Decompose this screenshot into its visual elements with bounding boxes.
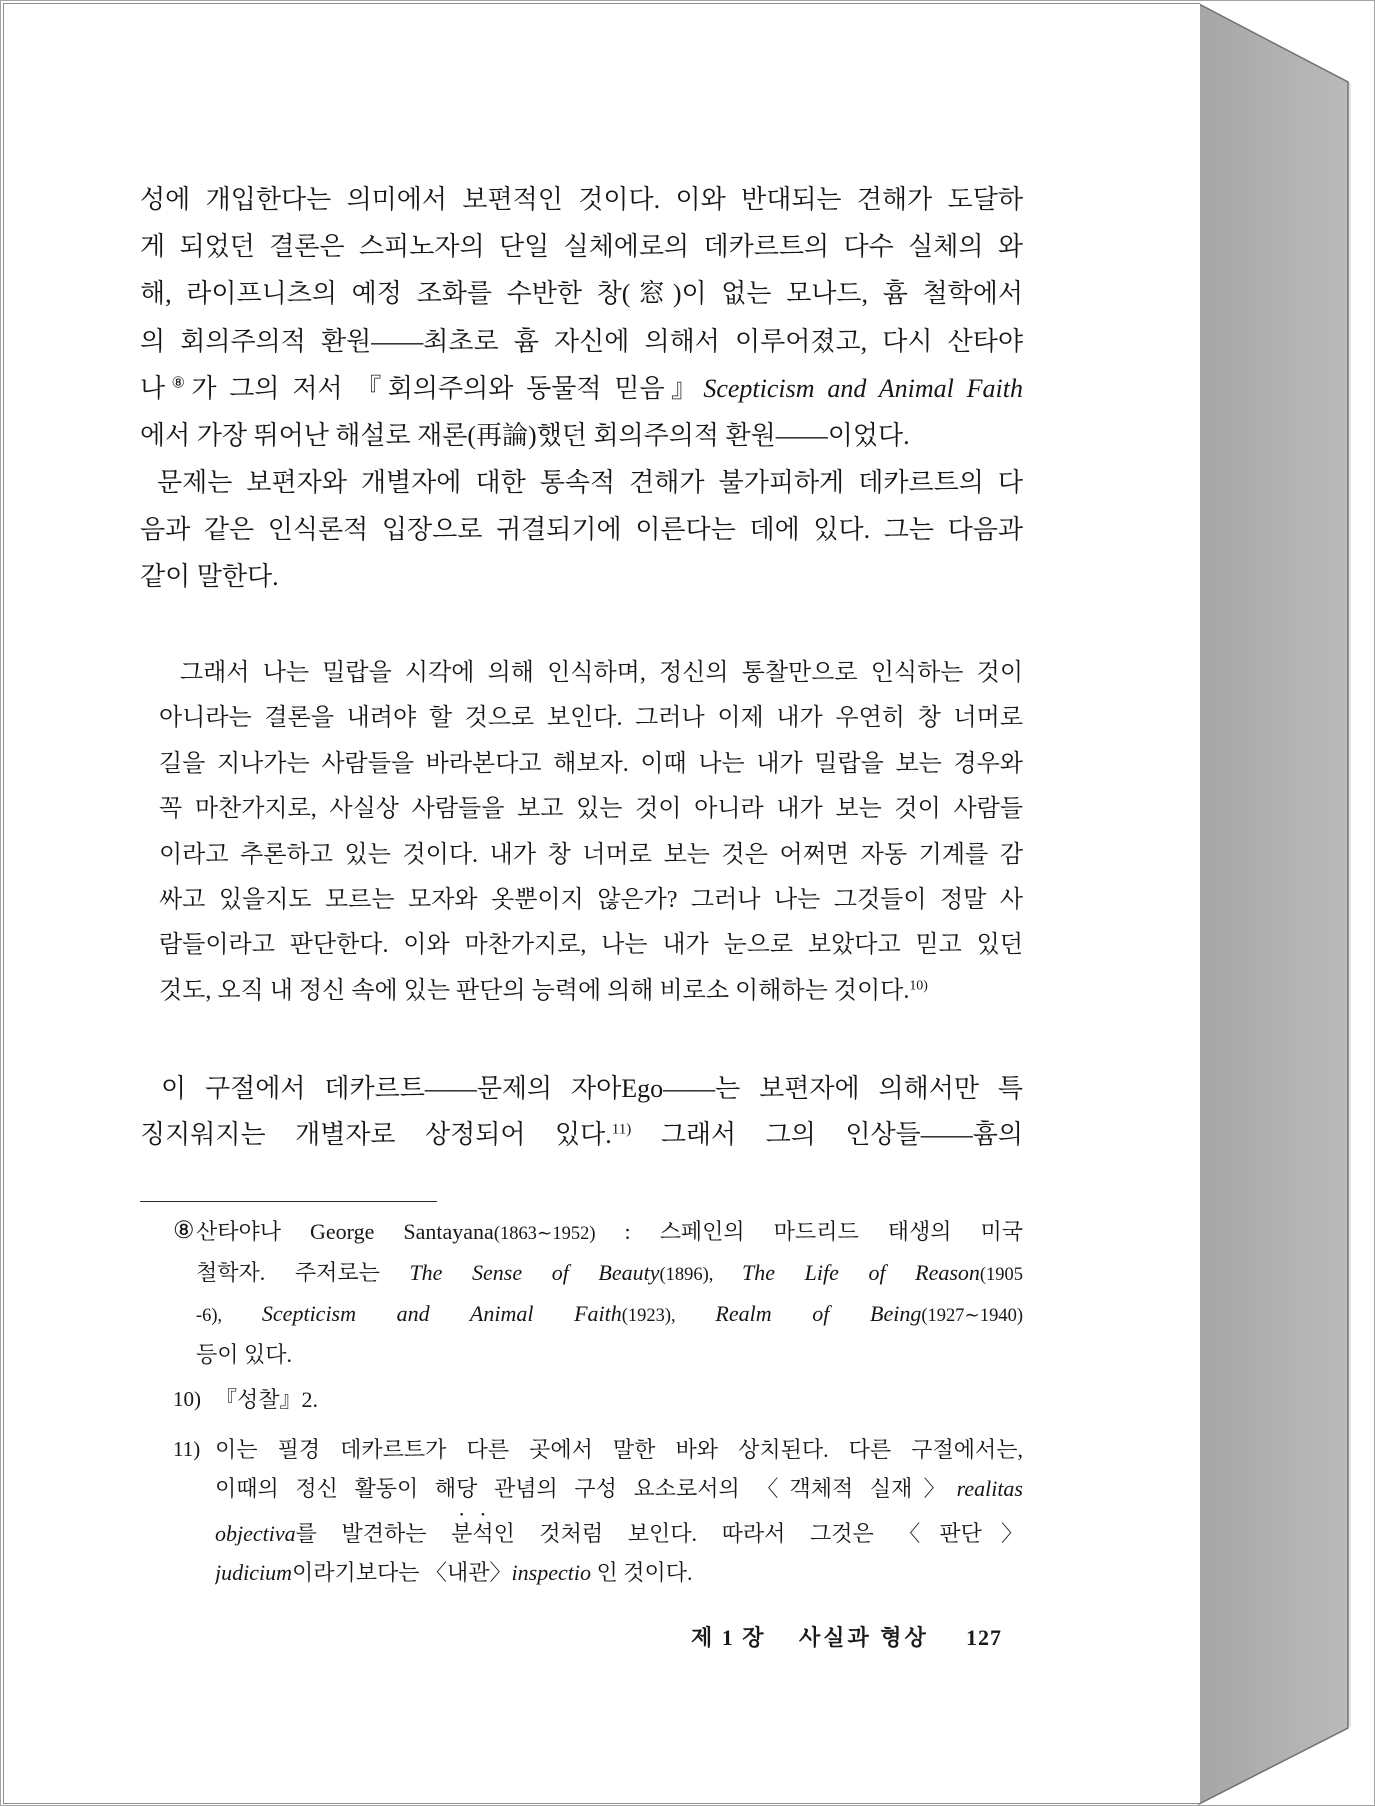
text-segment: 『성찰』2. [215, 1387, 319, 1412]
footnote-8 [196, 1212, 1023, 1374]
book-edge-face [1199, 4, 1348, 1804]
footnote-line [215, 1380, 1023, 1419]
footnote-separator [140, 1201, 437, 1202]
text-segment: 를 발견하는 [295, 1520, 452, 1546]
quote-line [159, 696, 1023, 741]
quote-line [159, 969, 1023, 1014]
text-segment: 등이 있다. [196, 1342, 293, 1368]
italic-latin-term: objectiva [215, 1520, 296, 1546]
year-range: -6), [196, 1305, 262, 1326]
text-line [140, 223, 1023, 270]
quote-line [159, 878, 1023, 923]
footnote-10 [215, 1380, 1023, 1419]
text-segment: : 스페인의 마드리드 태생의 미국 [595, 1219, 1023, 1244]
footnote-line [215, 1430, 1023, 1469]
book-page [3, 3, 1200, 1804]
text-segment: 인 것이다. [590, 1559, 693, 1585]
text-segment: 싸고 있을지도 모르는 모자와 옷뿐이지 않은가? 그러나 나는 그것들이 정말 사 [159, 887, 1023, 914]
block-quote [159, 651, 1023, 1014]
text-line [140, 412, 1023, 459]
text-segment: 꼭 마찬가지로, 사실상 사람들을 보고 있는 것이 아니라 내가 보는 것이 사람들 [159, 796, 1023, 823]
text-segment: 나 [140, 373, 166, 403]
text-segment: 이는 필경 데카르트가 다른 곳에서 말한 바와 상치된다. 다른 구절에서는, [215, 1437, 1023, 1462]
text-segment: 해, 라이프니츠의 예정 조화를 수반한 창(窓)이 없는 모나드, 흄 철학에서 [140, 279, 1023, 309]
italic-book-title: Scepticism and Animal Faith [703, 373, 1023, 403]
text-segment: 음과 같은 인식론적 입장으로 귀결되기에 이른다는 데에 있다. 그는 다음과 [140, 515, 1023, 545]
quote-line [159, 742, 1023, 787]
footnote-11 [215, 1430, 1023, 1592]
text-segment: 산타야나 George Santayana [196, 1219, 494, 1244]
text-line [140, 553, 1023, 600]
text-line [140, 1112, 1023, 1158]
footnote-ref-superscript: 11) [611, 1121, 632, 1138]
page-number: 127 [966, 1625, 1002, 1650]
text-segment: 인 것처럼 보인다. 따라서 그것은 〈판단〉 [493, 1520, 1023, 1546]
body-paragraph-2 [140, 459, 1023, 601]
text-line [140, 365, 1023, 412]
footnote-ref-superscript: ⑧ [165, 375, 192, 392]
text-segment: 의 회의주의적 환원——최초로 흄 자신에 의해서 이루어졌고, 다시 산타야 [140, 326, 1023, 356]
text-line [140, 1066, 1023, 1112]
footnote-marker: 10) [173, 1387, 201, 1411]
text-segment: 람들이라고 판단한다. 이와 마찬가지로, 나는 내가 눈으로 보았다고 믿고 있던 [159, 932, 1023, 959]
footnote-line [196, 1253, 1023, 1294]
text-segment: 철학자. 주저로는 [196, 1260, 410, 1286]
body-paragraph-3 [140, 1066, 1023, 1158]
text-segment: 성에 개입한다는 의미에서 보편적인 것이다. 이와 반대되는 견해가 도달하 [140, 185, 1023, 214]
text-segment: 가 그의 저서 『회의주의와 동물적 믿음』 [191, 373, 704, 403]
footnote-line [215, 1509, 1023, 1553]
year-range: (1905 [979, 1264, 1023, 1285]
text-line [140, 270, 1023, 317]
quote-line [159, 833, 1023, 878]
italic-latin-term: judicium [215, 1559, 292, 1585]
quote-line [159, 923, 1023, 968]
text-segment: 그래서 나는 밀랍을 시각에 의해 인식하며, 정신의 통찰만으로 인식하는 것이 [180, 660, 1023, 686]
text-segment: 게 되었던 결론은 스피노자의 단일 실체에로의 데카르트의 다수 실체의 와 [140, 232, 1023, 262]
text-segment: 이 구절에서 데카르트——문제의 자아Ego——는 보편자에 의해서만 특 [161, 1074, 1023, 1103]
text-segment: 길을 지나가는 사람들을 바라본다고 해보자. 이때 나는 내가 밀랍을 보는 경우와 [159, 750, 1023, 777]
year-range: (1863∼1952) [493, 1223, 596, 1243]
text-line [140, 318, 1023, 365]
text-segment: 문제는 보편자와 개별자에 대한 통속적 견해가 불가피하게 데카르트의 다 [157, 468, 1023, 497]
running-footer [4, 1621, 1104, 1655]
quote-line [159, 651, 1023, 696]
italic-book-title: Realm of Being [715, 1301, 922, 1327]
italic-book-title: The Sense of Beauty [409, 1260, 660, 1286]
italic-latin-term: realitas [956, 1476, 1023, 1502]
text-segment: 아니라는 결론을 내려야 할 것으로 보인다. 그러나 이제 내가 우연히 창 너머로 [159, 705, 1023, 732]
footnote-line [196, 1335, 1023, 1374]
year-range: (1923), [621, 1305, 716, 1326]
text-segment: 것도, 오직 내 정신 속에 있는 판단의 능력에 의해 비로소 이해하는 것이다. [159, 977, 910, 1004]
text-line [140, 459, 1023, 506]
text-segment: 그래서 그의 인상들——흄의 [631, 1120, 1023, 1149]
text-line [140, 506, 1023, 553]
text-segment: 같이 말한다. [140, 562, 279, 592]
text-segment: 에서 가장 뛰어난 해설로 재론(再論)했던 회의주의적 환원——이었다. [140, 421, 910, 451]
text-segment: 징지워지는 개별자로 상정되어 있다. [140, 1120, 612, 1149]
italic-latin-term: inspectio [511, 1559, 591, 1585]
footnote-line [196, 1294, 1023, 1335]
text-segment: 이라고 추론하고 있는 것이다. 내가 창 너머로 보는 것은 어쩌면 자동 기계를 감 [159, 841, 1023, 868]
italic-book-title: Scepticism and Animal Faith [261, 1301, 622, 1327]
footnote-line [215, 1469, 1023, 1508]
chapter-title: 사실과 형상 [799, 1625, 929, 1650]
quote-line [159, 787, 1023, 832]
chapter-label: 제 1 장 [691, 1625, 766, 1650]
text-segment: 이라기보다는 〈내관〉 [292, 1559, 512, 1585]
emphasis-text: 분석 [451, 1520, 494, 1546]
body-paragraph-1 [140, 176, 1023, 459]
footnote-marker: ⑧ [173, 1218, 195, 1244]
italic-book-title: The Life of Reason [742, 1260, 980, 1286]
footnote-ref-superscript: 10) [909, 978, 928, 994]
year-range: (1927∼1940) [921, 1305, 1023, 1326]
footnote-marker: 11) [173, 1437, 201, 1461]
text-segment: 이때의 정신 활동이 해당 관념의 구성 요소로서의 〈객체적 실재〉 [215, 1476, 957, 1502]
text-line [140, 176, 1023, 223]
footnote-line [196, 1212, 1023, 1253]
footnote-line [215, 1553, 1023, 1592]
year-range: (1896), [659, 1264, 743, 1285]
